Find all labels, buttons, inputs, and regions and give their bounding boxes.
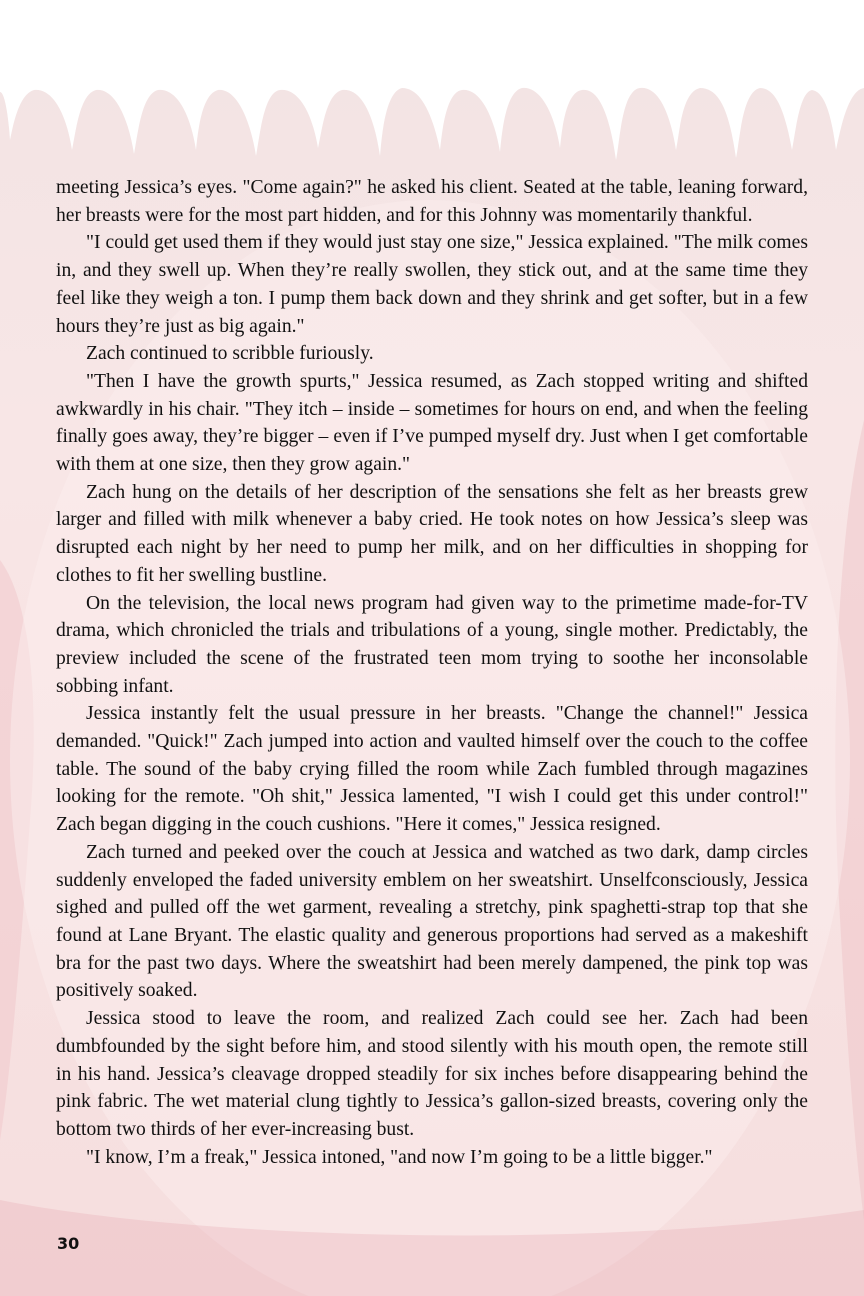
- paragraph: Zach hung on the details of her description of the sensations she felt as her breasts grew larger and filled with milk whenever a baby cried. He took notes on how Jessica’s sleep was disrupted each night by her need to pump her milk, and on her difficulties in shopping for clothes to fit her swelling bustline.: [56, 481, 808, 586]
- body-text: [56, 174, 808, 1171]
- paragraph: Jessica stood to leave the room, and realized Zach could see her. Zach had been dumbfounded by the sight before him, and stood silently with his mouth open, the remote still in his hand. Jessica’s cleavage dropped steadily for six inches before disappearing behind the pink fabric. The wet material clung tightly to Jessica’s gallon-sized breasts, covering only the bottom two thirds of her ever-increasing bust.: [56, 1008, 808, 1140]
- paragraph: "I could get used them if they would just stay one size," Jessica explained. "The milk comes in, and they swell up. When they’re really swollen, they stick out, and at the same time they feel like they weigh a ton. I pump them back down and they shrink and get softer, but in a few hours they’re just as big again.": [56, 232, 808, 337]
- paragraph: "I know, I’m a freak," Jessica intoned, "and now I’m going to be a little bigger.": [86, 1146, 713, 1168]
- paragraph: "Then I have the growth spurts," Jessica resumed, as Zach stopped writing and shifted awkwardly in his chair. "They itch – inside – sometimes for hours on end, and when the feeling finally goes away, they’re bigger – even if I’ve pumped myself dry. Just when I get comfortable with them at one size, then they grow again.": [56, 370, 808, 476]
- page-number: 30: [57, 1234, 80, 1253]
- paragraph: Zach turned and peeked over the couch at Jessica and watched as two dark, damp circles suddenly enveloped the faded university emblem on her sweatshirt. Unselfconsciously, Jessica sighed and pulled off the wet garment, revealing a stretchy, pink spaghetti-strap top that she found at Lane Bryant. The elastic quality and generous proportions had served as a makeshift bra for the past two days. Where the sweatshirt had been merely dampened, the pink top was positively soaked.: [56, 841, 808, 1002]
- paragraph: On the television, the local news program had given way to the primetime made-for-TV drama, which chronicled the trials and tribulations of a young, single mother. Predictably, the preview included the scene of the frustrated teen mom trying to soothe her inconsolable sobbing infant.: [56, 592, 808, 697]
- paragraph: meeting Jessica’s eyes. "Come again?" he asked his client. Seated at the table, leaning forward, her breasts were for the most part hidden, and for this Johnny was momentarily thankful.: [56, 177, 808, 226]
- paragraph: Zach continued to scribble furiously.: [86, 343, 374, 365]
- paragraph: Jessica instantly felt the usual pressure in her breasts. "Change the channel!" Jessica demanded. "Quick!" Zach jumped into action and vaulted himself over the couch to the coffee table. The sound of the baby crying filled the room while Zach fumbled through magazines looking for the remote. "Oh shit," Jessica lamented, "I wish I could get this under control!" Zach began digging in the couch cushions. "Here it comes," Jessica resigned.: [56, 703, 808, 836]
